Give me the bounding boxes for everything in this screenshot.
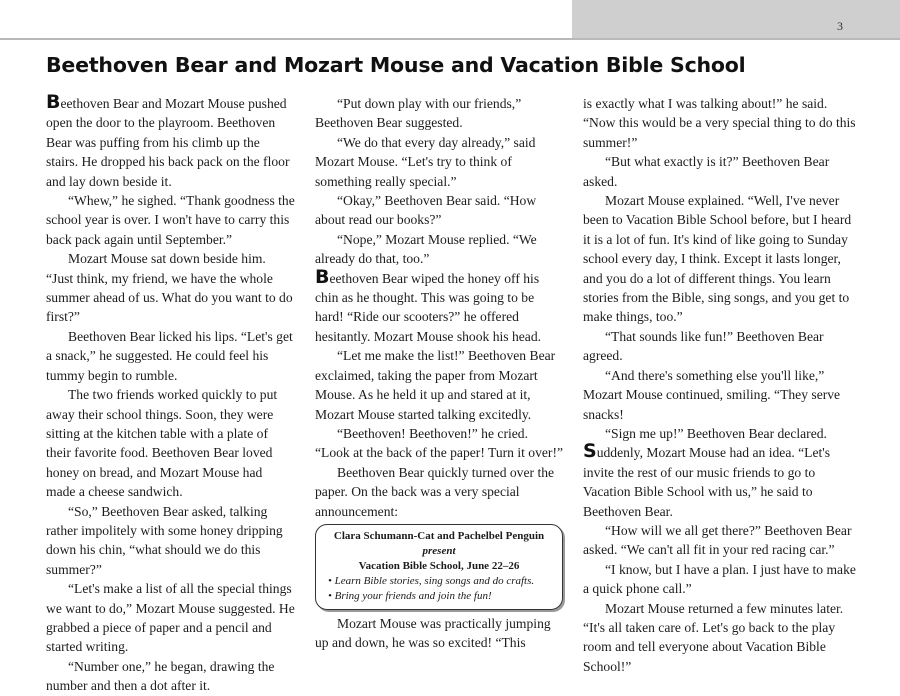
page-number: 3 (837, 19, 843, 33)
announcement-presenters: Clara Schumann-Cat and Pachelbel Penguin (333, 529, 545, 542)
drop-cap: S (583, 440, 597, 463)
paragraph: “And there's something else you'll like,” Mozart Mouse continued, smiling. “They serve snacks! (583, 367, 841, 422)
paragraph: “That sounds like fun!” Beethoven Bear agreed. (583, 328, 824, 364)
announcement-event: Vacation Bible School, June 22–26 (358, 559, 520, 572)
paragraph: Beethoven Bear quickly turned over the paper. On the back was a very special announcement: (315, 464, 555, 519)
paragraph: “But what exactly is it?” Beethoven Bear asked. (583, 154, 830, 189)
paragraph: “Nope,” Mozart Mouse replied. “We already do that, too.” (315, 231, 537, 267)
paragraph: “Whew,” he sighed. “Thank goodness the school year is over. I won't have to carry this back pack again until September.” (46, 193, 295, 247)
text-column-1 (46, 91, 295, 696)
paragraph: “Put down play with our friends,” Beethoven Bear suggested. (315, 96, 522, 131)
paragraph: “Beethoven! Beethoven!” he cried. “Look at the back of the paper! Turn it over!” (315, 425, 564, 461)
paragraph (583, 440, 857, 521)
paragraph (46, 91, 295, 191)
text-column-3 (583, 94, 857, 676)
paragraph: Mozart Mouse sat down beside him. “Just think, my friend, we have the whole summer ahead of us. What do you want to do first?” (46, 251, 293, 325)
paragraph: “Let me make the list!” Beethoven Bear exclaimed, taking the paper from Mozart Mouse. As he held it up and stared at it, Mozart Mouse started talking excitedly. (315, 348, 556, 422)
announcement-bullet: • Learn Bible stories, sing songs and do crafts. (328, 574, 535, 587)
paragraph: “Okay,” Beethoven Bear said. “How about read our books?” (315, 193, 537, 228)
announcement-present: present (422, 544, 456, 557)
paragraph: “Let's make a list of all the special things we want to do,” Mozart Mouse suggested. He grabbed a piece of paper and a pencil and started writing. (46, 581, 295, 655)
paragraph: Mozart Mouse was practically jumping up and down, he was so excited! “This (315, 615, 551, 651)
paragraph: is exactly what I was talking about!” he said. “Now this would be a very special thing to do this summer!” (583, 96, 856, 150)
paragraph: “How will we all get there?” Beethoven Bear asked. “We can't all fit in your red racing car.” (583, 522, 852, 558)
header-bar (572, 0, 900, 38)
paragraph: “Sign me up!” Beethoven Bear declared. (605, 425, 827, 441)
header-rule (0, 38, 900, 40)
announcement-box (315, 524, 563, 610)
paragraph (315, 265, 563, 347)
paragraph: “I know, but I have a plan. I just have to make a quick phone call.” (583, 561, 856, 597)
paragraph: Beethoven Bear licked his lips. “Let's get a snack,” he suggested. He could feel his tummy begin to rumble. (46, 328, 293, 383)
paragraph-text: uddenly, Mozart Mouse had an idea. “Let's invite the rest of our music friends to go to Vacation Bible School with us,” he said to Beethoven Bear. (583, 445, 831, 519)
text-column-2 (315, 94, 563, 653)
column-2-paragraphs (315, 94, 563, 521)
drop-cap: B (46, 91, 61, 113)
announcement-bullet: • Bring your friends and join the fun! (328, 589, 492, 602)
story-title: Beethoven Bear and Mozart Mouse and Vacation Bible School (46, 53, 746, 77)
paragraph-text: eethoven Bear wiped the honey off his chin as he thought. This was going to be hard! “Ride our scooters?” he offered hesitantly. Mozart Mouse shook his head. (315, 270, 542, 344)
drop-cap: B (315, 265, 330, 288)
paragraph: “So,” Beethoven Bear asked, talking rather impolitely with some honey dripping down his chin, “what should we do this summer?” (46, 503, 283, 577)
paragraph: The two friends worked quickly to put away their school things. Soon, they were sitting at the kitchen table with a plate of their favorite food. Beethoven Bear loved honey on bread, and Mozart Mouse had made a cheese sandwich. (46, 387, 278, 500)
paragraph: “Number one,” he began, drawing the number and then a dot after it. (46, 658, 275, 694)
paragraph: “We do that every day already,” said Mozart Mouse. “Let's try to think of something really special.” (315, 134, 536, 189)
paragraph: Mozart Mouse returned a few minutes later. “It's all taken care of. Let's go back to the play room and tell everyone about Vacation Bible School!” (583, 600, 844, 674)
paragraph: Mozart Mouse explained. “Well, I've never been to Vacation Bible School before, but I heard it is a lot of fun. It's kind of like going to Sunday school every day, I think. Except it lasts longer, and you do a lot of different things. You learn stories from the Bible, sing songs, and you get to make things, too.” (583, 193, 852, 325)
paragraph-text: eethoven Bear and Mozart Mouse pushed open the door to the playroom. Beethoven Bear was puffing from his climb up the stairs. He dropped his back pack on the floor and lay down beside it. (46, 96, 290, 189)
column-2-paragraphs-after (315, 614, 563, 653)
